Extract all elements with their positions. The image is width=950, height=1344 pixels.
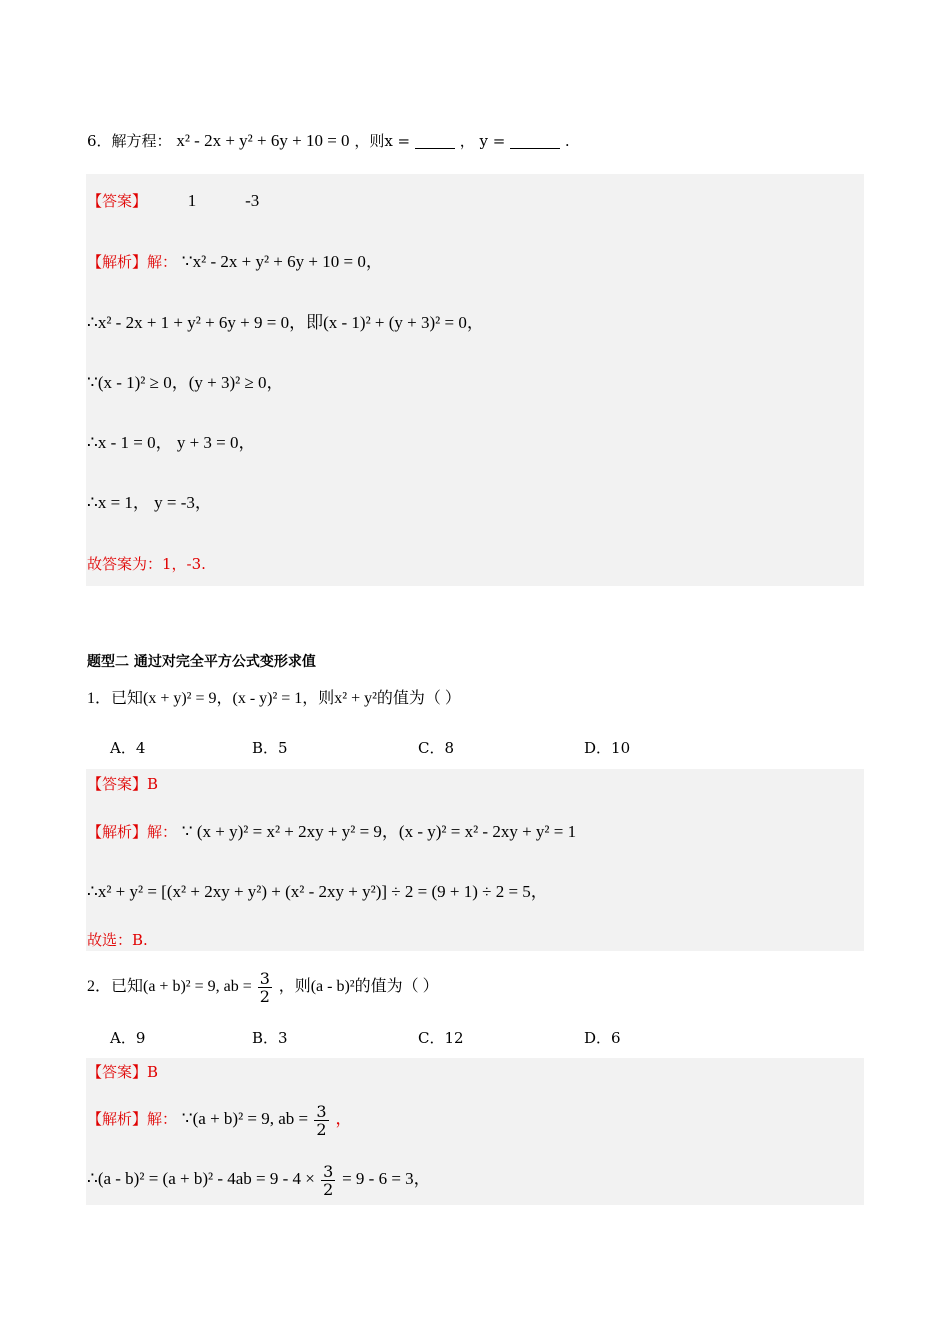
analysis-q1-line-2: ∴x² + y² = [(x² + 2xy + y²) + (x² - 2xy + y²)] ÷ 2 = (9 + 1) ÷ 2 = 5， [87, 882, 548, 901]
q6-end: . [564, 132, 570, 150]
q1-option-a: A．4 [110, 739, 146, 757]
q1-option-d: D．10 [584, 739, 631, 757]
fraction-three-halves: $\frac{3}{2}$ [323, 1161, 334, 1199]
analysis-step: ∵ (x + y)² = x² + 2xy + y² = 9，(x - y)² = x² - 2xy + y² = 1 [181, 822, 577, 841]
q2-option-d: D．6 [584, 1029, 621, 1047]
answer-blank-x [415, 134, 455, 149]
answer-x-value: 1 [187, 191, 197, 210]
analysis-line-5: ∴x = 1， y = -3， [87, 493, 212, 512]
q1-option-b: B．5 [252, 739, 288, 757]
q2-stem-a: 2．已知(a + b)² = 9, ab = [87, 978, 256, 995]
analysis-line-2: ∴x² - 2x + 1 + y² + 6y + 9 = 0，即(x - 1)² + (y + 3)² = 0， [87, 313, 484, 332]
q2-option-c: C．12 [418, 1029, 464, 1047]
q2-option-b: B．3 [252, 1029, 288, 1047]
analysis-q2-line-2 [87, 1159, 431, 1199]
q6-prefix: 6．解方程： [87, 132, 172, 150]
analysis-label: 【解析】解： [87, 823, 178, 841]
analysis-line-4: ∴x - 1 = 0， y + 3 = 0， [87, 433, 256, 452]
fraction-three-halves: $\frac{3}{2}$ [259, 968, 270, 1006]
answer-line-q6 [87, 190, 259, 212]
answer-label-q1: 【答案】B [87, 775, 159, 793]
analysis-line-1 [87, 251, 383, 273]
conclusion-q1: 故选：B. [87, 931, 148, 949]
answer-label: 【答案】 [87, 192, 148, 210]
analysis-q1-line-1 [87, 821, 576, 843]
analysis-step: ∴(a - b)² = (a + b)² - 4ab = 9 - 4 × [87, 1169, 320, 1188]
q2-option-a: A．9 [110, 1029, 146, 1047]
analysis-step: = 9 - 6 = 3， [342, 1169, 431, 1188]
answer-label-q2: 【答案】B [87, 1063, 159, 1081]
answer-box-q1 [86, 769, 864, 951]
analysis-label: 【解析】解： [87, 253, 178, 271]
q2-stem-b: ，则(a - b)²的值为（ ） [278, 978, 439, 995]
analysis-line-3: ∵(x - 1)² ≥ 0，(y + 3)² ≥ 0， [87, 373, 284, 392]
question-6 [87, 130, 570, 152]
conclusion-q6: 故答案为：1，-3. [87, 555, 206, 573]
analysis-q2-line-1 [87, 1099, 352, 1139]
q6-sep: ， y = [459, 132, 511, 150]
question-2 [87, 966, 439, 1007]
analysis-step: ∵x² - 2x + y² + 6y + 10 = 0， [181, 252, 383, 271]
answer-y-value: -3 [245, 191, 260, 210]
q6-mid: ，则x = [354, 132, 415, 150]
analysis-step: ∵(a + b)² = 9, ab = [181, 1109, 313, 1128]
q6-equation: x² - 2x + y² + 6y + 10 = 0 [176, 131, 350, 150]
analysis-label: 【解析】解： [87, 1110, 178, 1128]
answer-blank-y [510, 134, 560, 149]
section-title: 题型二 通过对完全平方公式变形求值 [87, 654, 316, 670]
punctuation: ， [335, 1109, 353, 1128]
q1-option-c: C．8 [418, 739, 455, 757]
question-1: 1．已知(x + y)² = 9，(x - y)² = 1，则x² + y²的值为（ ） [87, 690, 461, 707]
fraction-three-halves: $\frac{3}{2}$ [316, 1101, 327, 1139]
